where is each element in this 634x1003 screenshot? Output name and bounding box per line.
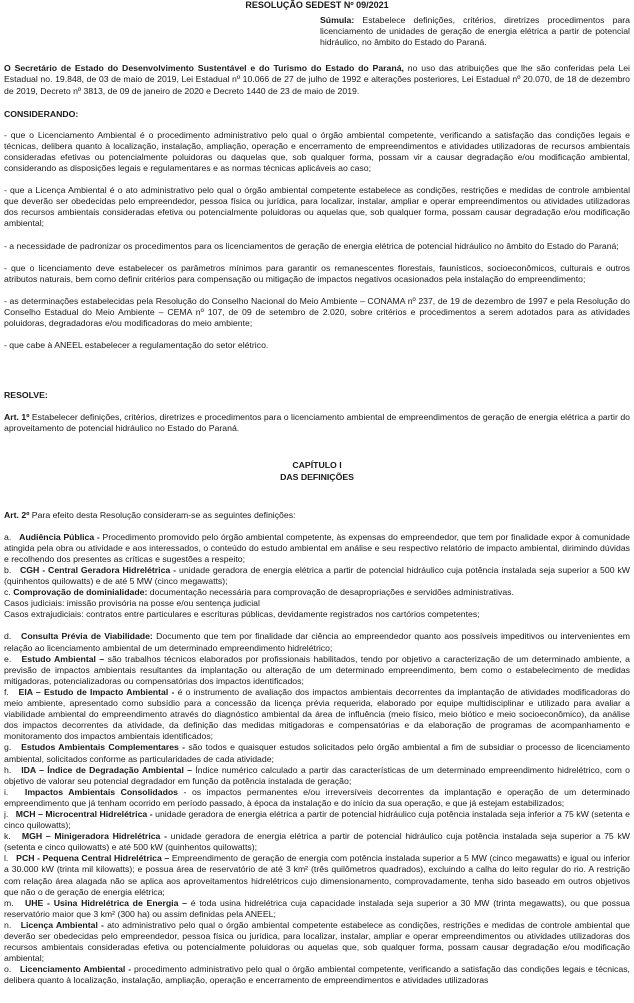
sumula [320, 15, 630, 48]
definition-text: são trabalhos técnicos elaborados por profissionais habilitados, tendo por objetivo a caracterização de um determinado ambiente, a previsão de impactos ambientais resultantes da implantação ou alteração de um determinado empreendimento, bem como o estabelecimento de medidas mitigadoras, potencializadoras ou compensatórias dos impactos identificados; [4, 653, 630, 686]
article-1-text: Estabelecer definições, critérios, diretrizes e procedimentos para o licenciamento ambiental de empreendimentos de geração de energia elétrica a partir do aproveitamento de potencial hidráulico no Estado do Paraná. [4, 412, 630, 434]
intro-paragraph [4, 63, 630, 96]
considerando-item: - as determinações estabelecidas pela Resolução do Conselho Nacional do Meio Ambiente – CONAMA nº 237, de 19 de dezembro de 1997 e pela Resolução do Conselho Estadual do Meio Ambiente – CEMA nº 107, de 09 de setembro de 2.020, sobre critérios e procedimentos a serem adotados para as atividades poluidoras, degradadoras e/ou modificadoras do meio ambiente; [4, 295, 630, 328]
article-1 [4, 412, 630, 434]
considerando-item: - que o Licenciamento Ambiental é o procedimento administrativo pelo qual o órgão ambiental competente, verificando a satisfação das condições legais e técnicas, delibera quanto à localização, instalação, ampliação, operação e encerramento de empreendimentos e atividades utilizadoras de recursos ambientais consideradas efetivas ou potencialmente poluidoras ou daquelas que, sob qualquer forma, possam vir a causar degradação e/ou modificação ambiental, considerando as disposições legais e regulamentares e as normas técnicas aplicáveis ao caso; [4, 129, 630, 174]
definition-letter: n. [4, 919, 12, 930]
definition-letter: c. [4, 587, 11, 598]
document-title: RESOLUÇÃO SEDEST Nº 09/2021 [245, 0, 389, 10]
considerando-item: - a necessidade de padronizar os procedimentos para os licenciamentos de geração de energia elétrica de potencial hidráulico no âmbito do Estado do Paraná; [4, 240, 619, 251]
definition-letter: e. [4, 653, 12, 664]
definition-letter: g. [4, 742, 12, 753]
definition-text: Procedimento promovido pelo órgão ambiental competente, às expensas do empreendedor, que tem por finalidade expor à comunidade atingida pela obra ou atividade e aos interessados, o conteúdo do estudo ambiental em análise e seu respectivo relatório de impacto ambiental, dirimindo dúvidas e recolhendo dos presentes as críticas e sugestões a respeito; [4, 531, 630, 564]
spacer [4, 362, 630, 390]
definition-item [4, 809, 630, 831]
article-1-label: Art. 1º [4, 412, 30, 423]
definition-term: Licenciamento Ambiental - [19, 964, 132, 975]
definition-item [4, 532, 630, 565]
definition-term: EIA – Estudo de Impacto Ambiental - [18, 686, 175, 697]
definition-letter: m. [4, 897, 14, 908]
definition-text: unidade geradora de energia elétrica a partir de potencial hidráulico cuja potência instalada seja superior a 500 kW (quinhentos quilowatts) e de até 5 MW (cinco megawatts); [4, 565, 630, 587]
definition-term: Comprovação de dominialidade: [13, 587, 148, 598]
definition-item [4, 765, 630, 787]
chapter-heading [4, 460, 630, 482]
definition-letter: f. [4, 686, 9, 697]
definition-item [4, 565, 630, 587]
definition-letter: j. [4, 808, 9, 819]
definition-item [4, 853, 630, 897]
intro-bold: O Secretário de Estado do Desenvolvimento Sustentável e do Turismo do Estado do Paraná, [4, 63, 404, 74]
definition-term: Estudos Ambientais Complementares - [21, 742, 186, 753]
definition-term: MGH – Minigeradora Hidrelétrica - [21, 831, 167, 842]
considerando-item: - que cabe à ANEEL estabelecer a regulamentação do setor elétrico. [4, 340, 269, 351]
spacer [4, 620, 630, 631]
chapter-title: DAS DEFINIÇÕES [280, 471, 354, 482]
definition-text: Empreendimento de geração de energia com potência instalada superior a 5 MW (cinco megawatts) e igual ou inferior a 30.000 kW (trinta mil kilowatts); e possua área de reservatório de até 3 km² (três quilômetros quadrados), excluindo a calha do leito regular do rio. A restrição com relação área alagada não se aplica aos aproveitamentos hidrelétricos cujo dimensionamento, comprovadamente, tenha sido baseado em outros objetivos que não o de geração de energia elétrica; [4, 853, 630, 897]
sumula-text: Estabelece definições, critérios, diretrizes procedimentos para licenciamento de unidades de geração de energia elétrica a partir de potencial hidráulico, no âmbito do Estado do Paraná. [320, 15, 630, 48]
definition-term: IDA – Índice de Degradação Ambiental – [21, 764, 193, 775]
definition-text: ato administrativo pelo qual o órgão ambiental competente estabelece as condições, restrições e medidas de controle ambiental que deverão ser obedecidas pelo empreendedor, pessoa física ou jurídica, para localizar, instalar, ampliar e operar empreendimentos ou atividades utilizadoras dos recursos ambientais consideradas efetiva ou potencialmente poluidoras ou aquelas que, sob qualquer forma, possam causar degradação e/ou modificação ambiental; [4, 919, 630, 964]
definition-term: Consulta Prévia de Viabilidade: [21, 631, 153, 642]
definition-letter: i. [4, 786, 9, 797]
considerando-item: - que a Licença Ambiental é o ato administrativo pelo qual o órgão ambiental competente estabelece as condições, restrições e medidas de controle ambiental que deverão ser obedecidas pelo empreendedor, pessoa física ou jurídica, para localizar, instalar, ampliar e operar empreendimentos ou atividades utilizadoras dos recursos ambientais consideradas efetiva ou potencialmente poluidoras ou aquelas que, sob qualquer forma, possam causar degradação e/ou modificação ambiental; [4, 185, 630, 229]
article-2-text: Para efeito desta Resolução consideram-se as seguintes definições: [29, 509, 296, 520]
sumula-label: Súmula: [320, 15, 355, 26]
definition-term: Audiência Pública - [19, 531, 100, 542]
definition-item [4, 831, 630, 853]
definition-item [4, 898, 630, 920]
definition-item [4, 787, 630, 809]
definition-item [4, 654, 630, 687]
definition-text: - os impactos permanentes e/ou irreversíveis decorrentes da implantação e operação de um determinado empreendimento que já tenham ocorrido em período passado, à época da instalação e do início da sua operação, e que já estejam estabilizados; [4, 786, 630, 808]
definition-item [4, 587, 630, 598]
definition-term: UHE - Usina Hidrelétrica de Energia – [24, 897, 188, 908]
definition-item [4, 687, 630, 742]
intro-text: no uso das atribuições que lhe são conferidas pela Lei Estadual no. 19.848, de 03 de maio de 2019, Lei Estadual nº 10.066 de 27 de julho de 1992 e alterações posteriores, Lei Estadual nº 20.070, de 18 de dezembro de 2019, Decreto nº 3813, de 09 de janeiro de 2020 e Decreto 1440 de 23 de maio de 2019. [4, 63, 630, 96]
definition-text: são todos e quaisquer estudos solicitados pelo órgão ambiental a fim de subsidiar o processo de licenciamento ambiental, solicitados conforme as particularidades de cada atividade; [4, 742, 630, 764]
definition-term: CGH - Central Geradora Hidrelétrica - [20, 565, 177, 575]
definition-term: Licença Ambiental - [20, 919, 104, 930]
chapter-number: CAPÍTULO I [292, 460, 342, 471]
definition-text: Documento que tem por finalidade dar ciência ao empreendedor quanto aos possíveis impeditivos ou intervenientes em relação ao licenciamento ambiental de um determinado empreendimento hidrelétrico; [4, 631, 630, 653]
casos-judiciais: Casos judiciais: imissão provisória na posse e/ou sentença judicial [4, 598, 260, 609]
definition-letter: b. [4, 565, 12, 575]
definition-item [4, 742, 630, 764]
definition-term: MCH – Microcentral Hidrelétrica - [15, 808, 153, 819]
definition-term: PCH - Pequena Central Hidrelétrica – [16, 853, 170, 864]
definition-item [4, 964, 630, 986]
definition-text: é o instrumento de avaliação dos impactos ambientais decorrentes da implantação de atividades modificadoras do meio ambiente, apresentado como subsídio para a concessão da licença prévia requerida, elaborado por equipe multidisciplinar e utilizado para avaliar a viabilidade ambiental do empreendimento através do diagnóstico ambiental da área de influência (meio físico, meio biótico e meio socioeconômico), da análise dos impactos decorrentes da atividade, da definição das medidas mitigadoras e compensatórias e da elaboração de programas de acompanhamento e monitoramento dos impactos ambientais identificados; [4, 686, 630, 742]
definition-letter: l. [4, 853, 9, 864]
definition-item [4, 920, 630, 964]
definition-text: Índice numérico calculado a partir das características de um determinado empreendimento hidrelétrico, com o objetivo de valorar seu potencial degradador em função da potência instalada de geração; [4, 764, 630, 786]
definition-letter: d. [4, 631, 12, 642]
document-page [4, 0, 630, 1003]
definition-letter: o. [4, 964, 12, 975]
considerando-heading: CONSIDERANDO: [4, 108, 79, 119]
definition-letter: h. [4, 764, 12, 775]
definition-term: Impactos Ambientais Consolidados [24, 786, 179, 797]
definition-letter: k. [4, 831, 11, 842]
definition-text: documentação necessária para comprovação de desapropriações e servidões administrativas. [147, 587, 514, 598]
definition-text: procedimento administrativo pelo qual o órgão ambiental competente, verificando a satisfação das condições legais e técnicas, delibera quanto à localização, instalação, ampliação, operação e encerramento de empreendimentos e atividades utilizadoras [4, 964, 630, 986]
article-2-label: Art. 2º [4, 509, 30, 520]
resolve-heading: RESOLVE: [4, 390, 48, 401]
definition-letter: a. [4, 531, 12, 542]
article-2 [4, 510, 630, 521]
considerando-item: - que o licenciamento deve estabelecer os parâmetros mínimos para garantir os remanescentes florestais, faunísticos, socioeconômicos, culturais e outros atributos naturais, bem como definir critérios para compensação ou mitigação de impactos negativos ocasionados pela instalação do empreendimento; [4, 262, 630, 284]
definition-text: é toda usina hidrelétrica cuja capacidade instalada seja superior a 30 MW (trinta megawatts), ou que possua reservatório maior que 3 km² (300 ha) ou assim definidas pela ANEEL; [4, 897, 630, 919]
definition-text: unidade geradora de energia elétrica a partir de potencial hidráulico cuja potência instalada seja superior a 75 kW (setenta e cinco quilowatts) e até 500 kW (quinhentos quilowatts); [4, 831, 630, 853]
definition-term: Estudo Ambiental – [21, 653, 105, 664]
definition-item [4, 631, 630, 653]
definition-text: unidade geradora de energia elétrica a partir de potencial hidráulico cuja potência instalada seja inferior a 75 kW (setenta e cinco quilowatts); [4, 808, 630, 831]
casos-extrajudiciais: Casos extrajudiciais: contratos entre particulares e escrituras públicas, devidamente registrados nos cartórios competentes; [4, 609, 480, 620]
